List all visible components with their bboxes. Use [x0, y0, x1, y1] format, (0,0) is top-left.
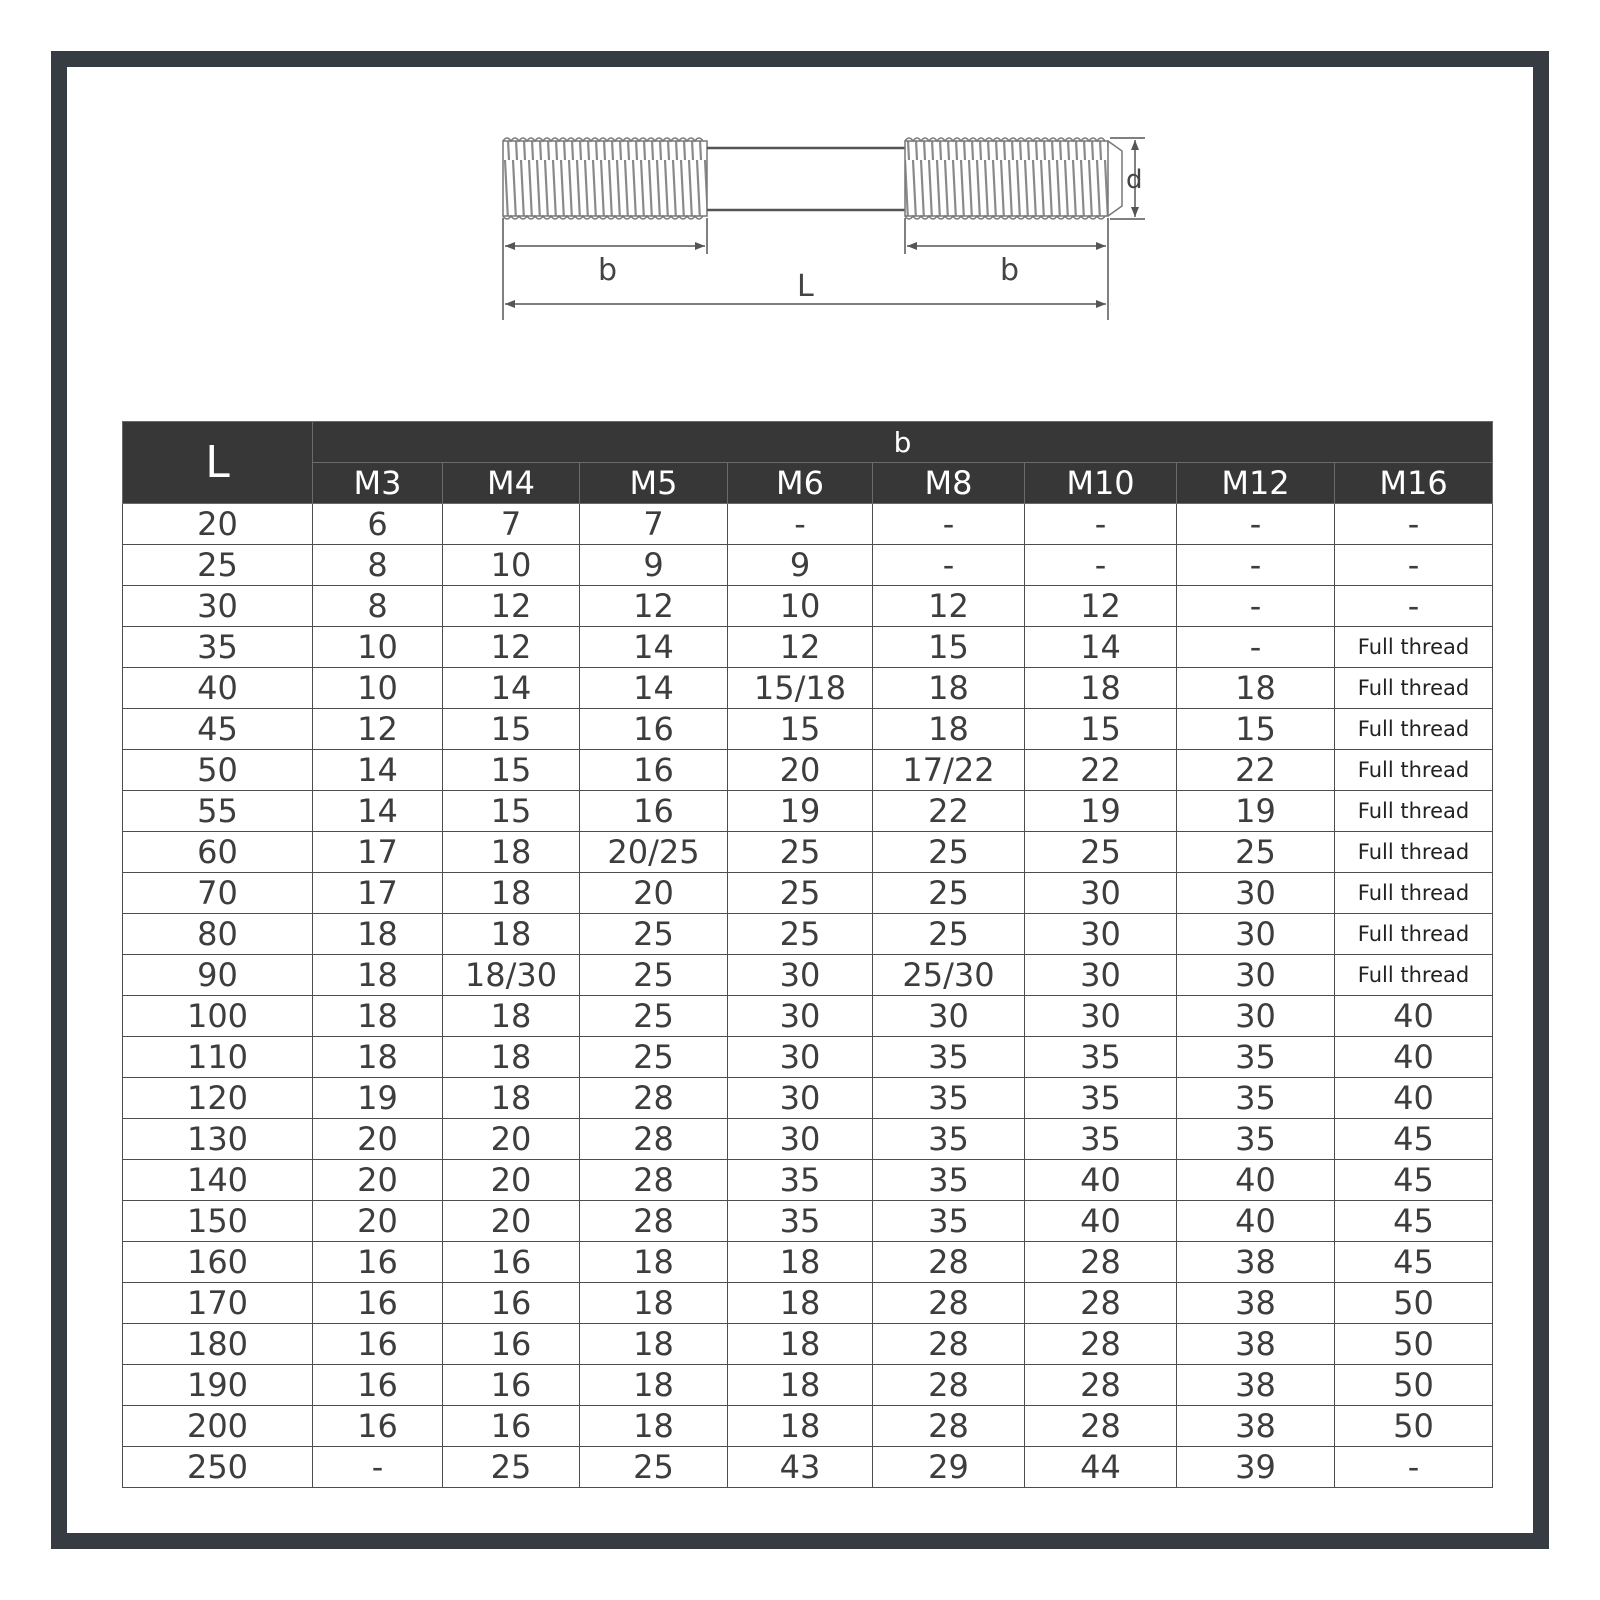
thread-length-cell: 16: [313, 1283, 443, 1324]
thread-length-cell: 18: [443, 832, 580, 873]
length-cell: 250: [123, 1447, 313, 1488]
thread-length-cell: 20: [313, 1160, 443, 1201]
thread-length-cell: 40: [1335, 996, 1493, 1037]
thread-length-cell: 28: [580, 1078, 728, 1119]
thread-length-cell: 35: [873, 1119, 1025, 1160]
thread-length-cell: 30: [1177, 996, 1335, 1037]
thread-length-cell: 16: [580, 750, 728, 791]
thread-length-cell: 18: [443, 873, 580, 914]
thread-length-cell: 25: [873, 873, 1025, 914]
thread-length-cell: 18: [728, 1324, 873, 1365]
header-size: M3: [313, 463, 443, 504]
length-cell: 190: [123, 1365, 313, 1406]
thread-length-cell: 20: [443, 1160, 580, 1201]
thread-length-cell: -: [1335, 586, 1493, 627]
table-row: [123, 504, 1493, 545]
thread-length-cell: 20: [728, 750, 873, 791]
table-row: [123, 832, 1493, 873]
thread-length-cell: 35: [1177, 1078, 1335, 1119]
thread-length-cell: 35: [1177, 1119, 1335, 1160]
thread-length-cell: -: [1335, 1447, 1493, 1488]
length-cell: 170: [123, 1283, 313, 1324]
thread-length-cell: 15: [443, 750, 580, 791]
table-row: [123, 955, 1493, 996]
thread-length-cell: 12: [443, 627, 580, 668]
thread-length-cell: 19: [313, 1078, 443, 1119]
thread-length-cell: 15: [728, 709, 873, 750]
thread-length-cell: 8: [313, 586, 443, 627]
thread-length-cell: 40: [1025, 1160, 1177, 1201]
thread-length-cell: 22: [1177, 750, 1335, 791]
thread-length-cell: 35: [1177, 1037, 1335, 1078]
thread-length-cell: 38: [1177, 1365, 1335, 1406]
header-L: L: [123, 422, 313, 504]
length-cell: 100: [123, 996, 313, 1037]
thread-length-cell: 15: [1025, 709, 1177, 750]
length-cell: 150: [123, 1201, 313, 1242]
thread-length-cell: 35: [873, 1160, 1025, 1201]
thread-length-cell: 18: [728, 1365, 873, 1406]
thread-length-cell: 12: [873, 586, 1025, 627]
thread-length-cell: 28: [580, 1160, 728, 1201]
thread-length-cell: Full thread: [1335, 791, 1493, 832]
thread-length-cell: 17: [313, 873, 443, 914]
header-size: M6: [728, 463, 873, 504]
thread-length-cell: -: [1025, 545, 1177, 586]
thread-length-cell: 18: [580, 1324, 728, 1365]
thread-length-cell: 25: [580, 914, 728, 955]
thread-length-cell: 39: [1177, 1447, 1335, 1488]
thread-length-cell: 12: [728, 627, 873, 668]
thread-length-cell: Full thread: [1335, 914, 1493, 955]
thread-length-cell: 10: [313, 668, 443, 709]
thread-length-cell: 28: [873, 1283, 1025, 1324]
header-size: M5: [580, 463, 728, 504]
thread-length-cell: 30: [728, 1037, 873, 1078]
thread-length-cell: 18: [728, 1283, 873, 1324]
thread-length-cell: Full thread: [1335, 668, 1493, 709]
thread-length-cell: 9: [580, 545, 728, 586]
thread-length-cell: 25: [580, 1037, 728, 1078]
thread-length-cell: 18: [728, 1242, 873, 1283]
length-cell: 25: [123, 545, 313, 586]
thread-length-cell: 30: [728, 1119, 873, 1160]
thread-length-cell: 18: [313, 1037, 443, 1078]
thread-length-cell: 28: [1025, 1242, 1177, 1283]
thread-length-cell: 18: [580, 1242, 728, 1283]
unthreaded-shank: [707, 148, 905, 210]
thread-length-cell: 18: [313, 914, 443, 955]
thread-length-cell: 25: [580, 996, 728, 1037]
thread-length-cell: 30: [1177, 873, 1335, 914]
thread-length-cell: 18: [443, 1078, 580, 1119]
thread-length-cell: Full thread: [1335, 832, 1493, 873]
thread-length-cell: 16: [443, 1242, 580, 1283]
thread-length-cell: 14: [1025, 627, 1177, 668]
thread-length-cell: 16: [443, 1406, 580, 1447]
thread-length-cell: 16: [313, 1406, 443, 1447]
thread-length-cell: 19: [728, 791, 873, 832]
thread-length-cell: 25: [443, 1447, 580, 1488]
thread-length-cell: 40: [1335, 1078, 1493, 1119]
thread-length-cell: 30: [728, 955, 873, 996]
label-b-right: b: [1000, 253, 1020, 288]
thread-length-cell: 28: [580, 1201, 728, 1242]
table-row: [123, 791, 1493, 832]
thread-length-cell: 28: [1025, 1324, 1177, 1365]
table-row: [123, 750, 1493, 791]
thread-length-cell: 14: [580, 668, 728, 709]
thread-length-cell: 28: [1025, 1283, 1177, 1324]
thread-length-cell: 45: [1335, 1119, 1493, 1160]
thread-length-cell: -: [1177, 586, 1335, 627]
thread-length-cell: 35: [873, 1037, 1025, 1078]
thread-length-cell: 22: [1025, 750, 1177, 791]
thread-length-cell: 20: [313, 1119, 443, 1160]
table-row: [123, 1283, 1493, 1324]
thread-length-cell: 28: [580, 1119, 728, 1160]
thread-length-cell: 16: [443, 1365, 580, 1406]
thread-length-cell: 25: [1025, 832, 1177, 873]
thread-length-cell: 18: [1177, 668, 1335, 709]
thread-length-cell: 50: [1335, 1365, 1493, 1406]
thread-length-cell: 38: [1177, 1406, 1335, 1447]
thread-length-cell: 45: [1335, 1242, 1493, 1283]
thread-length-cell: 9: [728, 545, 873, 586]
length-cell: 90: [123, 955, 313, 996]
thread-length-cell: 15/18: [728, 668, 873, 709]
thread-length-cell: 18: [443, 996, 580, 1037]
thread-length-cell: 18: [580, 1365, 728, 1406]
right-thread-section: [905, 138, 1122, 219]
thread-length-cell: 25: [580, 1447, 728, 1488]
thread-length-cell: 35: [728, 1160, 873, 1201]
length-cell: 30: [123, 586, 313, 627]
thread-length-cell: 25: [728, 873, 873, 914]
thread-length-cell: 30: [1025, 955, 1177, 996]
thread-length-cell: 12: [580, 586, 728, 627]
thread-length-cell: -: [728, 504, 873, 545]
thread-length-cell: 30: [728, 996, 873, 1037]
thread-length-cell: 30: [1177, 914, 1335, 955]
thread-length-cell: 20: [443, 1201, 580, 1242]
table-row: [123, 1324, 1493, 1365]
thread-length-cell: 29: [873, 1447, 1025, 1488]
thread-length-cell: 18: [873, 709, 1025, 750]
thread-length-cell: 15: [1177, 709, 1335, 750]
thread-length-cell: 30: [728, 1078, 873, 1119]
thread-length-cell: 28: [1025, 1406, 1177, 1447]
table-row: [123, 914, 1493, 955]
thread-length-cell: 30: [1177, 955, 1335, 996]
length-cell: 55: [123, 791, 313, 832]
left-thread-section: [503, 138, 707, 219]
header-size: M16: [1335, 463, 1493, 504]
thread-length-cell: 30: [1025, 914, 1177, 955]
thread-length-cell: -: [873, 504, 1025, 545]
thread-length-cell: 8: [313, 545, 443, 586]
length-cell: 120: [123, 1078, 313, 1119]
thread-length-cell: 15: [443, 709, 580, 750]
thread-length-cell: 14: [313, 791, 443, 832]
table-row: [123, 1242, 1493, 1283]
table-row: [123, 996, 1493, 1037]
thread-length-cell: 7: [443, 504, 580, 545]
length-cell: 20: [123, 504, 313, 545]
thread-length-cell: 20: [443, 1119, 580, 1160]
thread-length-cell: Full thread: [1335, 709, 1493, 750]
thread-length-cell: 15: [443, 791, 580, 832]
length-cell: 180: [123, 1324, 313, 1365]
table-row: [123, 1037, 1493, 1078]
length-cell: 40: [123, 668, 313, 709]
thread-length-cell: -: [1335, 504, 1493, 545]
thread-length-cell: 30: [873, 996, 1025, 1037]
thread-length-cell: 20: [580, 873, 728, 914]
thread-length-cell: Full thread: [1335, 873, 1493, 914]
thread-length-cell: 43: [728, 1447, 873, 1488]
thread-length-cell: 28: [873, 1242, 1025, 1283]
thread-length-cell: 18: [313, 955, 443, 996]
thread-length-cell: 45: [1335, 1160, 1493, 1201]
thread-length-cell: 20: [313, 1201, 443, 1242]
thread-length-cell: 25: [728, 914, 873, 955]
thread-length-cell: 35: [1025, 1078, 1177, 1119]
thread-length-cell: 35: [873, 1078, 1025, 1119]
thread-length-cell: 14: [443, 668, 580, 709]
thread-length-cell: 18: [443, 1037, 580, 1078]
thread-length-cell: 28: [873, 1324, 1025, 1365]
thread-length-cell: 25: [580, 955, 728, 996]
thread-length-cell: 30: [1025, 873, 1177, 914]
length-cell: 140: [123, 1160, 313, 1201]
size-header-row: [123, 463, 1493, 504]
thread-length-cell: 16: [313, 1365, 443, 1406]
label-d: d: [1126, 165, 1143, 195]
length-cell: 130: [123, 1119, 313, 1160]
header-size: M12: [1177, 463, 1335, 504]
thread-length-cell: -: [1177, 545, 1335, 586]
thread-length-cell: 35: [728, 1201, 873, 1242]
thread-length-cell: Full thread: [1335, 955, 1493, 996]
thread-length-cell: 35: [1025, 1037, 1177, 1078]
table-row: [123, 1447, 1493, 1488]
table-row: [123, 627, 1493, 668]
thread-length-cell: 40: [1025, 1201, 1177, 1242]
header-b: b: [313, 422, 1493, 463]
label-L: L: [797, 269, 814, 304]
thread-length-cell: -: [1177, 627, 1335, 668]
header-size: M4: [443, 463, 580, 504]
thread-length-cell: 19: [1025, 791, 1177, 832]
thread-length-cell: 14: [313, 750, 443, 791]
thread-length-cell: -: [1025, 504, 1177, 545]
thread-length-cell: 7: [580, 504, 728, 545]
thread-length-cell: 18: [873, 668, 1025, 709]
thread-length-cell: 17: [313, 832, 443, 873]
thread-length-cell: 15: [873, 627, 1025, 668]
thread-length-cell: 18: [728, 1406, 873, 1447]
thread-length-cell: 50: [1335, 1324, 1493, 1365]
thread-length-cell: 10: [728, 586, 873, 627]
thread-length-cell: 28: [873, 1365, 1025, 1406]
thread-length-cell: 6: [313, 504, 443, 545]
header-size: M10: [1025, 463, 1177, 504]
thread-length-cell: 25: [1177, 832, 1335, 873]
thread-length-cell: Full thread: [1335, 750, 1493, 791]
thread-length-cell: 16: [443, 1283, 580, 1324]
thread-length-cell: 45: [1335, 1201, 1493, 1242]
table-row: [123, 1160, 1493, 1201]
table-row: [123, 1119, 1493, 1160]
thread-length-cell: 25: [873, 832, 1025, 873]
thread-length-cell: 50: [1335, 1283, 1493, 1324]
thread-length-cell: 17/22: [873, 750, 1025, 791]
thread-length-cell: 12: [313, 709, 443, 750]
length-cell: 60: [123, 832, 313, 873]
thread-length-cell: -: [1335, 545, 1493, 586]
thread-length-cell: 28: [873, 1406, 1025, 1447]
thread-length-cell: 44: [1025, 1447, 1177, 1488]
double-end-stud-diagram: [0, 0, 1600, 400]
header-size: M8: [873, 463, 1025, 504]
thread-length-cell: 14: [580, 627, 728, 668]
thread-length-cell: 38: [1177, 1242, 1335, 1283]
thread-length-cell: -: [1177, 504, 1335, 545]
length-cell: 160: [123, 1242, 313, 1283]
thread-length-cell: 18: [313, 996, 443, 1037]
length-cell: 45: [123, 709, 313, 750]
thread-length-cell: 10: [313, 627, 443, 668]
thread-length-cell: 40: [1177, 1201, 1335, 1242]
thread-length-cell: 22: [873, 791, 1025, 832]
table-row: [123, 545, 1493, 586]
length-cell: 200: [123, 1406, 313, 1447]
thread-length-cell: 25: [873, 914, 1025, 955]
thread-length-cell: 30: [1025, 996, 1177, 1037]
thread-length-cell: 18: [580, 1406, 728, 1447]
thread-length-cell: 18: [580, 1283, 728, 1324]
thread-length-cell: 10: [443, 545, 580, 586]
thread-length-cell: 25/30: [873, 955, 1025, 996]
length-cell: 110: [123, 1037, 313, 1078]
length-cell: 80: [123, 914, 313, 955]
thread-length-cell: 20/25: [580, 832, 728, 873]
table-row: [123, 586, 1493, 627]
thread-length-cell: 16: [580, 791, 728, 832]
thread-length-cell: 40: [1177, 1160, 1335, 1201]
thread-length-cell: 18: [1025, 668, 1177, 709]
thread-length-cell: 35: [1025, 1119, 1177, 1160]
thread-length-cell: 40: [1335, 1037, 1493, 1078]
thread-length-cell: 38: [1177, 1324, 1335, 1365]
dimension-d: [1110, 138, 1145, 219]
thread-length-cell: 12: [443, 586, 580, 627]
table-row: [123, 873, 1493, 914]
table-row: [123, 709, 1493, 750]
label-b-left: b: [598, 253, 618, 288]
table-row: [123, 1406, 1493, 1447]
length-cell: 50: [123, 750, 313, 791]
thread-length-cell: 12: [1025, 586, 1177, 627]
thread-length-cell: 16: [580, 709, 728, 750]
thread-length-cell: 18/30: [443, 955, 580, 996]
thread-length-cell: 38: [1177, 1283, 1335, 1324]
thread-length-cell: 16: [313, 1324, 443, 1365]
length-cell: 35: [123, 627, 313, 668]
table-row: [123, 1201, 1493, 1242]
length-cell: 70: [123, 873, 313, 914]
thread-length-cell: 16: [313, 1242, 443, 1283]
thread-length-cell: -: [873, 545, 1025, 586]
table-row: [123, 1078, 1493, 1119]
table-row: [123, 1365, 1493, 1406]
thread-length-cell: 16: [443, 1324, 580, 1365]
thread-length-cell: Full thread: [1335, 627, 1493, 668]
stud-length-spec-table: [122, 421, 1493, 1488]
thread-length-cell: -: [313, 1447, 443, 1488]
thread-length-cell: 28: [1025, 1365, 1177, 1406]
table-row: [123, 668, 1493, 709]
thread-length-cell: 25: [728, 832, 873, 873]
thread-length-cell: 50: [1335, 1406, 1493, 1447]
thread-length-cell: 35: [873, 1201, 1025, 1242]
thread-length-cell: 18: [443, 914, 580, 955]
thread-length-cell: 19: [1177, 791, 1335, 832]
